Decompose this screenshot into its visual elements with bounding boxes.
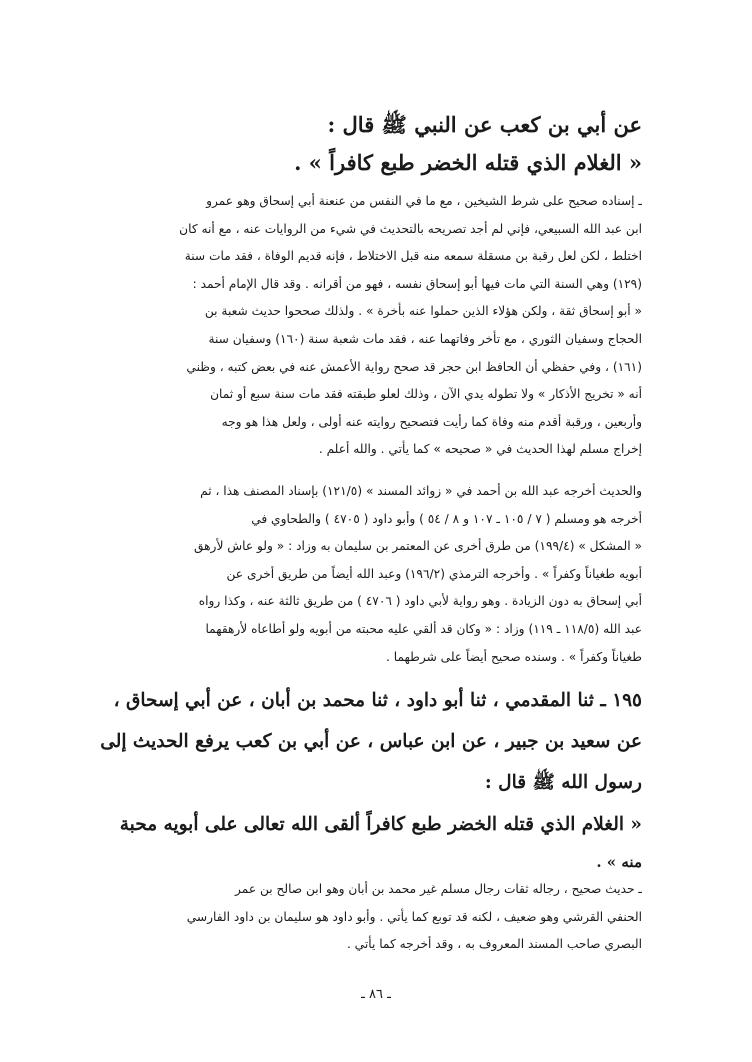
footnote-1-line: وأربعين ، ورقبة أقدم منه وفاة كما رأيت فتصحيح روايته عنه أولى ، ولعل هذا هو وجه: [221, 414, 642, 429]
footnote-1-line: أنه « تخريج الأذكار » ولا تطوله يدي الآن ، وذلك لعلو طبقته فقد مات سنة سبع أو ثمان: [210, 387, 642, 402]
footnote-3-line: الحنفي القرشي وهو ضعيف ، لكنه قد توبع كما يأتي . وأبو داود هو سليمان بن داود الفارسي: [186, 909, 642, 924]
footnote-1-line: ابن عبد الله السبيعي، فإني لم أجد تصريحه بالتحديث في شيء من الروايات عنه ، مع أنه كان: [179, 221, 642, 236]
footnote-1-line: (١٢٩) وهي السنة التي مات فيها أبو إسحاق نفسه ، فهو من أقرانه . وقد قال الإمام أحمد :: [192, 276, 642, 291]
footnote-1-line: « أبو إسحاق ثقة ، ولكن هؤلاء الذين حملوا عنه بأخرة » . ولذلك صححوا حديث شعبة بن: [204, 304, 642, 319]
footnote-1-line: اختلط ، لكن لعل رقبة بن مسقلة سمعه منه قبل الاختلاط ، فإنه قديم الوفاة ، فقد مات سنة: [184, 249, 642, 264]
footnote-1-line: (١٦١) ، وفي حفظي أن الحافظ ابن حجر قد صحح رواية الأعمش عنه في بعض كتبه ، وظني: [186, 359, 642, 374]
footnote-2-line: أبي إسحاق به دون الزيادة . وهو رواية لأبي داود ( ٤٧٠٦ ) من طريق ثالثة عنه ، وكذا رواه: [198, 594, 642, 609]
hadith-isnad: [100, 680, 642, 803]
footnote-1-line: الحجاج وسفيان الثوري ، مع تأخر وفاتهما عنه ، فقد مات شعبة سنة (١٦٠) وسفيان سنة: [208, 331, 642, 346]
footnote-3-line: البصري صاحب المسند المعروف به ، وقد أخرجه كما يأتي .: [346, 937, 642, 952]
footnote-2-line: طغياناً وكفراً » . وسنده صحيح أيضاً على شرطهما .: [386, 649, 642, 664]
footnote-2-line: « المشكل » (١٩٩/٤) من طرق أخرى عن المعتمر بن سليمان به وزاد : « ولو عاش لأرهق: [193, 539, 642, 554]
footnote-3: [104, 876, 642, 959]
hadith-isnad-line: ١٩٥ ـ ثنا المقدمي ، ثنا أبو داود ، ثنا محمد بن أبان ، عن أبي إسحاق ،: [113, 690, 642, 711]
hadith-isnad-line: رسول الله ﷺ قال :: [484, 772, 642, 793]
page-number: ـ ٨٦ ـ: [361, 987, 391, 1002]
header-line-2: « الغلام الذي قتله الخضر طبع كافراً » .: [294, 150, 642, 175]
footnote-2-line: والحديث أخرجه عبد الله بن أحمد في « زوائد المسند » (١٢١/٥) بإسناد المصنف هذا ، ثم: [200, 484, 642, 498]
hadith-text-line: « الغلام الذي قتله الخضر طبع كافراً ألقى الله تعالى على أبويه محبة: [119, 814, 642, 835]
hadith-text-line: منه » .: [596, 853, 642, 871]
footnote-1: [104, 188, 642, 464]
hadith-text: [104, 804, 642, 879]
hadith-isnad-line: عن سعيد بن جبير ، عن ابن عباس ، عن أبي بن كعب يرفع الحديث إلى: [100, 731, 642, 752]
header-line-1: عن أبي بن كعب عن النبي ﷺ قال :: [327, 112, 642, 137]
footnote-1-line: ـ إسناده صحيح على شرط الشيخين ، مع ما في النفس من عنعنة أبي إسحاق وهو عمرو: [206, 194, 642, 208]
footnote-2-line: أخرجه هو ومسلم ( ٧ / ١٠٥ ـ ١٠٧ و ٨ / ٥٤ ) وأبو داود ( ٤٧٠٥ ) والطحاوي في: [251, 511, 642, 526]
footnote-2: [104, 478, 642, 671]
footnote-3-line: ـ حديث صحيح ، رجاله ثقات رجال مسلم غير محمد بن أبان وهو ابن صالح بن عمر: [235, 882, 642, 896]
footnote-2-line: عبد الله (١١٨/٥ ـ ١١٩) وزاد : « وكان قد ألقي عليه محبته من أبويه ولو أطاعاه لأرهقهما: [205, 621, 642, 636]
footnote-1-line: إخراج مسلم لهذا الحديث في « صحيحه » كما يأتي . والله أعلم .: [318, 442, 642, 457]
footnote-2-line: أبويه طغياناً وكفراً » . وأخرجه الترمذي (١٩٦/٢) وعبد الله أيضاً من طريق أخرى عن: [226, 566, 642, 581]
